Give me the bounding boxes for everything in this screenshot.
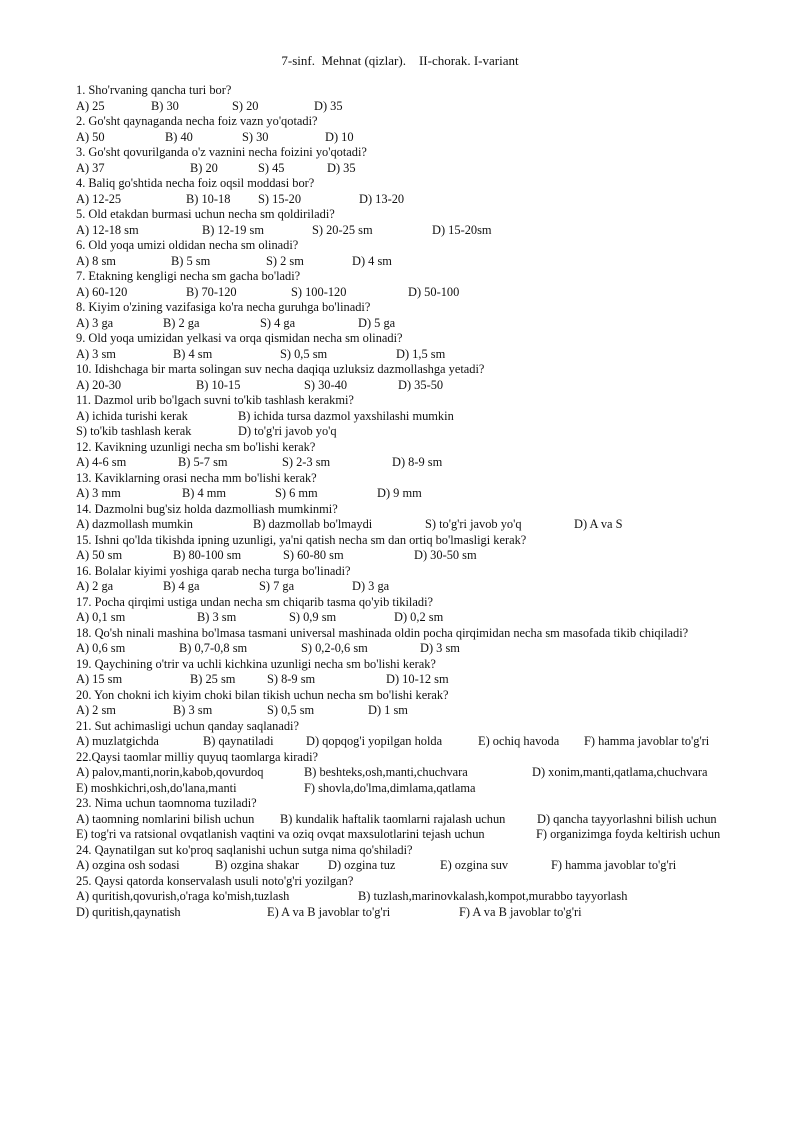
question-text: 7. Etakning kengligi necha sm gacha bo'ladi? (76, 269, 301, 283)
answer-option: A) 60-120 (76, 284, 128, 299)
answer-options-line (76, 672, 776, 688)
answer-option: D) 3 sm (420, 641, 460, 655)
question-line (76, 269, 776, 285)
answer-option: D) 10 (325, 129, 354, 144)
question-line (76, 238, 776, 254)
question-text: 23. Nima uchun taomnoma tuziladi? (76, 796, 257, 810)
answer-option: A) palov,manti,norin,kabob,qovurdoq (76, 765, 264, 779)
answer-option: A) 3 sm (76, 346, 116, 361)
answer-option: A) 3 mm (76, 486, 121, 500)
answer-option: A) dazmollash mumkin (76, 517, 194, 531)
answer-option: D) 3 ga (352, 579, 390, 593)
answer-option: D) 10-12 sm (386, 672, 449, 686)
answer-option: D) quritish,qaynatish (76, 904, 181, 919)
answer-option: A) 25 (76, 98, 105, 113)
answer-options-line (76, 610, 776, 626)
answer-option: A) 0,6 sm (76, 641, 126, 655)
answer-option: D) 50-100 (408, 284, 460, 299)
answer-option: S) 2-3 sm (282, 455, 331, 469)
question-line (76, 440, 776, 456)
answer-option: D) 35-50 (398, 377, 444, 392)
answer-option: B) 10-15 (196, 377, 241, 392)
answer-option: A) 8 sm (76, 253, 116, 268)
answer-option: B) dazmollab bo'lmaydi (253, 517, 373, 531)
answer-options-line (76, 781, 776, 797)
answer-option: S) 4 ga (260, 315, 296, 330)
answer-option: S) 20 (232, 98, 259, 113)
question-line (76, 688, 776, 704)
answer-option: D) 5 ga (358, 315, 396, 330)
answer-option: D) 13-20 (359, 191, 405, 206)
answer-option: B) 25 sm (190, 672, 236, 686)
question-text: 16. Bolalar kiyimi yoshiga qarab necha turga bo'linadi? (76, 563, 351, 578)
answer-option: B) tuzlash,marinovkalash,kompot,murabbo tayyorlash (358, 889, 628, 903)
answer-option: D) 0,2 sm (394, 610, 444, 624)
question-text: 1. Sho'rvaning qancha turi bor? (76, 83, 232, 97)
question-line (76, 843, 776, 859)
answer-options-line (76, 254, 776, 270)
answer-option: S) 6 mm (275, 486, 318, 500)
question-text: 15. Ishni qo'lda tikishda ipning uzunligi, ya'ni qatish necha sm dan ortiq bo'lmasligi kerak? (76, 532, 527, 547)
answer-options-line (76, 905, 776, 921)
answer-option: D) 30-50 sm (414, 548, 477, 562)
answer-option: E) ochiq havoda (478, 734, 560, 748)
answer-option: S) 0,5 sm (280, 346, 328, 361)
answer-option: B) beshteks,osh,manti,chuchvara (304, 765, 468, 779)
question-text: 22.Qaysi taomlar milliy quyuq taomlarga kiradi? (76, 749, 319, 764)
question-text: 18. Qo'sh ninali mashina bo'lmasa tasmani universal mashinada oldin pocha qirqimidan necha sm masofada tikib chiqiladi? (76, 625, 689, 640)
answer-option: B) 4 ga (163, 579, 200, 593)
answer-option: S) 30-40 (304, 377, 348, 392)
answer-option: B) 0,7-0,8 sm (179, 641, 248, 655)
answer-option: S) 45 (258, 160, 285, 175)
answer-option: B) 12-19 sm (202, 222, 264, 237)
answer-option: A) 4-6 sm (76, 455, 127, 469)
answer-option: A) 3 ga (76, 315, 114, 330)
answer-options-line (76, 579, 776, 595)
answer-option: B) 4 sm (173, 346, 213, 361)
answer-option: B) 3 sm (173, 703, 213, 717)
answer-option: B) 40 (165, 129, 193, 144)
answer-option: D) 15-20sm (432, 222, 492, 237)
question-text: 19. Qaychining o'trir va uchli kichkina uzunligi necha sm bo'lishi kerak? (76, 656, 436, 671)
answer-options-line (76, 161, 776, 177)
answer-option: B) 20 (190, 160, 218, 175)
answer-option: E) ozgina suv (440, 858, 509, 872)
question-text: 12. Kavikning uzunligi necha sm bo'lishi kerak? (76, 439, 316, 454)
question-line (76, 874, 776, 890)
answer-option: B) 3 sm (197, 610, 237, 624)
answer-option: B) 4 mm (182, 486, 227, 500)
answer-option: S) 7 ga (259, 579, 295, 593)
answer-option: D) 35 (314, 98, 343, 113)
question-line (76, 393, 776, 409)
question-text: 25. Qaysi qatorda konservalash usuli noto'g'ri yozilgan? (76, 873, 354, 888)
answer-option: A) taomning nomlarini bilish uchun (76, 811, 255, 826)
answer-option: B) 30 (151, 98, 179, 113)
answer-option: S) 15-20 (258, 191, 302, 206)
question-line (76, 471, 776, 487)
answer-option: D) to'g'ri javob yo'q (238, 424, 337, 438)
question-line (76, 750, 776, 766)
answer-options-line (76, 486, 776, 502)
answer-options-line (76, 827, 776, 843)
question-line (76, 533, 776, 549)
question-line (76, 114, 776, 130)
answer-option: D) 35 (327, 160, 356, 175)
question-text: 3. Go'sht qovurilganda o'z vaznini necha foizini yo'qotadi? (76, 145, 367, 159)
answer-options-line (76, 424, 776, 440)
answer-options-line (76, 455, 776, 471)
answer-option: S) 2 sm (266, 253, 304, 268)
answer-option: B) 10-18 (186, 191, 231, 206)
question-line (76, 502, 776, 518)
question-text: 24. Qaynatilgan sut ko'proq saqlanishi uchun sutga nima qo'shiladi? (76, 842, 413, 857)
question-line (76, 331, 776, 347)
answer-option: B) ozgina shakar (215, 858, 299, 872)
question-text: 9. Old yoqa umizidan yelkasi va orqa qismidan necha sm olinadi? (76, 331, 403, 345)
question-line (76, 719, 776, 735)
answer-option: B) 5-7 sm (178, 455, 228, 469)
answer-option: S) 0,2-0,6 sm (301, 641, 368, 655)
answer-option: B) 5 sm (171, 253, 211, 268)
question-text: 2. Go'sht qaynaganda necha foiz vazn yo'qotadi? (76, 114, 318, 128)
answer-option: S) to'g'ri javob yo'q (425, 517, 522, 531)
answer-option: F) shovla,do'lma,dimlama,qatlama (304, 780, 476, 795)
answer-option: A) 12-18 sm (76, 222, 139, 237)
test-body (76, 83, 776, 920)
answer-options-line (76, 347, 776, 363)
answer-option: F) organizimga foyda keltirish uchun (536, 827, 721, 841)
answer-option: S) 60-80 sm (283, 548, 344, 562)
answer-options-line (76, 703, 776, 719)
answer-option: A) ichida turishi kerak (76, 408, 188, 423)
answer-option: D) qopqog'i yopilgan holda (306, 734, 443, 748)
question-text: 8. Kiyim o'zining vazifasiga ko'ra necha guruhga bo'linadi? (76, 300, 371, 314)
answer-option: D) A va S (574, 517, 623, 531)
answer-option: S) to'kib tashlash kerak (76, 424, 192, 438)
answer-options-line (76, 517, 776, 533)
question-text: 11. Dazmol urib bo'lgach suvni to'kib tashlash kerakmi? (76, 393, 354, 407)
answer-option: A) 12-25 (76, 191, 122, 206)
answer-option: B) 70-120 (186, 284, 237, 299)
question-line (76, 626, 776, 642)
answer-option: D) ozgina tuz (328, 858, 396, 872)
answer-options-line (76, 316, 776, 332)
answer-option: F) A va B javoblar to'g'ri (459, 904, 582, 919)
answer-option: S) 100-120 (291, 284, 347, 299)
question-text: 20. Yon chokni ich kiyim choki bilan tikish uchun necha sm bo'lishi kerak? (76, 687, 449, 702)
answer-options-line (76, 130, 776, 146)
answer-option: A) 15 sm (76, 672, 123, 686)
question-line (76, 207, 776, 223)
answer-options-line (76, 223, 776, 239)
answer-options-line (76, 641, 776, 657)
answer-options-line (76, 285, 776, 301)
answer-option: A) 50 sm (76, 548, 123, 562)
answer-option: S) 20-25 sm (312, 222, 373, 237)
question-line (76, 145, 776, 161)
answer-option: A) 37 (76, 160, 105, 175)
question-line (76, 83, 776, 99)
answer-option: E) A va B javoblar to'g'ri (267, 904, 391, 919)
answer-option: D) 4 sm (352, 253, 392, 268)
question-text: 17. Pocha qirqimi ustiga undan necha sm chiqarib tasma qo'yib tikiladi? (76, 594, 434, 609)
question-line (76, 176, 776, 192)
answer-options-line (76, 409, 776, 425)
question-text: 21. Sut achimasligi uchun qanday saqlanadi? (76, 718, 299, 733)
answer-option: D) xonim,manti,qatlama,chuchvara (532, 765, 708, 779)
answer-option: S) 8-9 sm (267, 672, 316, 686)
question-text: 13. Kaviklarning orasi necha mm bo'lishi kerak? (76, 470, 317, 485)
answer-option: A) muzlatgichda (76, 734, 159, 748)
answer-option: E) tog'ri va ratsional ovqatlanish vaqtini va oziq ovqat maxsulotlarini tejash uchun (76, 827, 485, 841)
question-text: 5. Old etakdan burmasi uchun necha sm qoldiriladi? (76, 207, 335, 221)
answer-option: A) 20-30 (76, 377, 122, 392)
answer-options-line (76, 378, 776, 394)
answer-options-line (76, 192, 776, 208)
answer-option: D) 9 mm (377, 486, 422, 500)
question-text: 10. Idishchaga bir marta solingan suv necha daqiqa uzluksiz dazmollashga yetadi? (76, 362, 485, 376)
answer-options-line (76, 889, 776, 905)
answer-option: B) kundalik haftalik taomlarni rajalash uchun (280, 811, 506, 826)
question-text: 4. Baliq go'shtida necha foiz oqsil moddasi bor? (76, 176, 315, 190)
answer-option: A) 0,1 sm (76, 610, 126, 624)
answer-option: F) hamma javoblar to'g'ri (584, 734, 710, 748)
answer-option: S) 0,9 sm (289, 610, 337, 624)
answer-option: B) ichida tursa dazmol yaxshilashi mumkin (238, 408, 454, 423)
answer-options-line (76, 99, 776, 115)
question-line (76, 300, 776, 316)
answer-option: A) 2 ga (76, 579, 114, 593)
question-line (76, 595, 776, 611)
answer-options-line (76, 548, 776, 564)
answer-option: A) 50 (76, 129, 105, 144)
answer-option: F) hamma javoblar to'g'ri (551, 858, 677, 872)
answer-option: D) 1 sm (368, 703, 408, 717)
answer-option: A) 2 sm (76, 703, 116, 717)
answer-option: B) 2 ga (163, 315, 200, 330)
answer-options-line (76, 734, 776, 750)
answer-option: A) quritish,qovurish,o'raga ko'mish,tuzlash (76, 889, 290, 903)
question-line (76, 796, 776, 812)
answer-options-line (76, 812, 776, 828)
answer-options-line (76, 858, 776, 874)
question-text: 6. Old yoqa umizi oldidan necha sm olinadi? (76, 238, 299, 252)
answer-option: D) qancha tayyorlashni bilish uchun (537, 811, 717, 826)
question-line (76, 564, 776, 580)
answer-option: D) 1,5 sm (396, 346, 446, 361)
page-title: 7-sinf. Mehnat (qizlar). II-chorak. I-variant (281, 53, 519, 68)
answer-option: S) 30 (242, 129, 269, 144)
answer-option: E) moshkichri,osh,do'lana,manti (76, 780, 237, 795)
answer-option: B) 80-100 sm (173, 548, 242, 562)
question-text: 14. Dazmolni bug'siz holda dazmolliash mumkinmi? (76, 501, 338, 516)
answer-option: A) ozgina osh sodasi (76, 858, 180, 872)
question-line (76, 362, 776, 378)
question-line (76, 657, 776, 673)
answer-option: D) 8-9 sm (392, 455, 443, 469)
answer-option: S) 0,5 sm (267, 703, 315, 717)
answer-option: B) qaynatiladi (203, 734, 274, 748)
answer-options-line (76, 765, 776, 781)
